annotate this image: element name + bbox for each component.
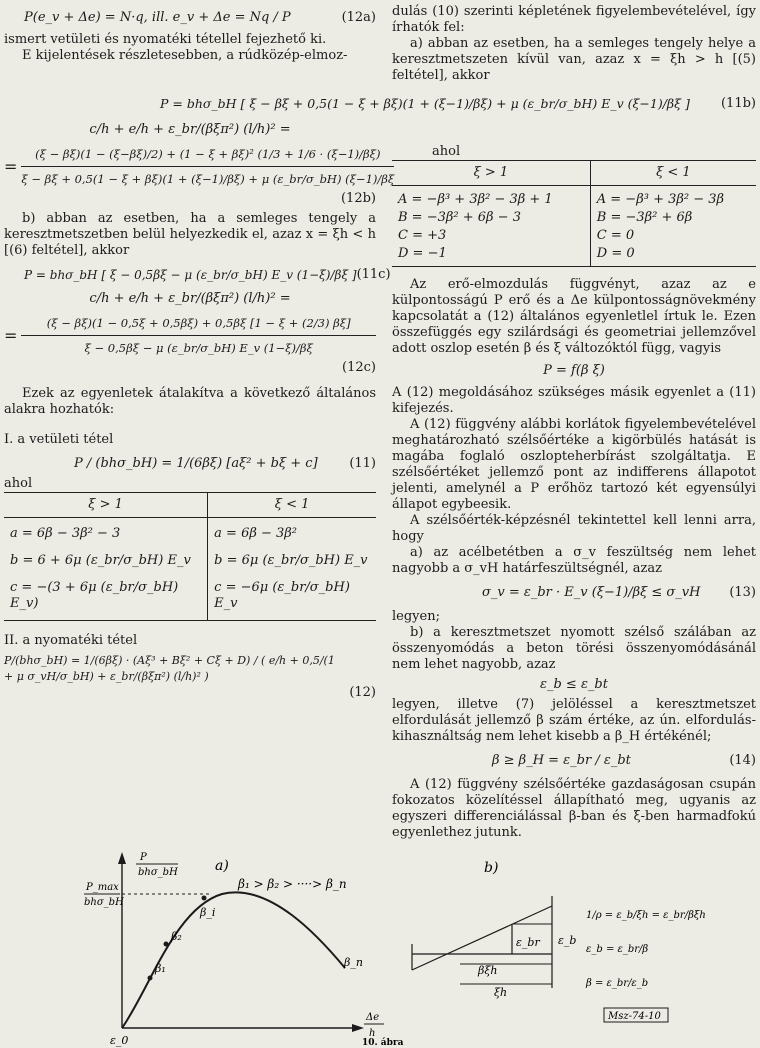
stamp-text: Msz-74-10: [608, 1011, 661, 1022]
equation-12c-denominator: ξ − 0,5βξ − μ (ε_br/σ_bH) E_v (1−ξ)/βξ: [84, 341, 313, 355]
right-table-ahol: ahol: [432, 144, 461, 159]
table-row: B = −3β² + 6β − 3: [392, 209, 590, 227]
x-axis-arrow: [352, 1024, 364, 1032]
formula-b-3: β = ε_br/ε_b: [586, 978, 649, 989]
table-row: C = 0: [596, 228, 635, 243]
equation-13: [392, 577, 756, 609]
table-abc-head-left: ξ > 1: [4, 493, 208, 518]
equation-11-text: P / (bhσ_bH) = 1/(6βξ) [aξ² + bξ + c]: [74, 456, 318, 471]
formula-b-1: 1/ρ = ε_b/ξh = ε_br/βξh: [586, 910, 706, 921]
equation-11b-text: P = bhσ_bH [ ξ − βξ + 0,5(1 − ξ + βξ)(1 + (ξ−1)/βξ) + μ (ε_br/σ_bH) E_v (ξ−1)/βξ ]: [160, 96, 690, 111]
table-row: c = −(3 + 6μ (ε_br/σ_bH) E_v): [4, 570, 208, 621]
strain-ebr-label: ε_br: [516, 936, 540, 949]
right-paragraph-5: a) az acélbetétben a σ_v feszültség nem lehet nagyobb a σ_vH határfeszültségnél, azaz: [392, 545, 756, 576]
equation-14-number: (14): [729, 753, 756, 768]
paragraph-b: b) abban az esetben, ha a semleges tengely a keresztmetszetben belül helyezkedik el, azaz x = ξh < h [(6) feltétel], akkor: [4, 211, 376, 258]
right-paragraph-final: A (12) függvény szélsőértéke gazdaságosan csupán fokozatos közelítéssel állapítható meg, ugyanis az egyszeri differenciálással β-ban és ξ-ben harmadfokú egyenlethez jutunk.: [392, 777, 756, 840]
curve-label-beta-1: β₁: [155, 962, 166, 975]
equation-12b-numerator: (ξ − βξ)(1 − (ξ−βξ)/2) + (1 − ξ + βξ)² (1/3 + 1/6 · (ξ−1)/βξ): [21, 142, 394, 167]
equation-12a-text: P(e_v + Δe) = N·q, ill. e_v + Δe = Nq / P: [24, 10, 291, 25]
section-2-title: II. a nyomatéki tétel: [4, 633, 138, 648]
origin-label: ε_0: [110, 1034, 129, 1047]
curve-label-beta-i: β_i: [200, 906, 216, 919]
section-1-title: I. a vetületi tétel: [4, 432, 114, 447]
table-row: c = −6μ (ε_br/σ_bH) E_v: [208, 570, 376, 621]
right-paragraph-7: b) a keresztmetszet nyomott szélső szálában az összenyomódás a beton törési összenyomódásánál nem lehet nagyobb, azaz: [392, 625, 756, 672]
intro-line-1: ismert vetületi és nyomatéki tétellel fejezhető ki.: [4, 32, 327, 47]
equation-14: [392, 745, 756, 777]
equation-12: [4, 653, 376, 701]
x-axis-numerator: Δe: [366, 1012, 380, 1023]
table-row: C = +3: [392, 227, 590, 245]
right-intro-1: dulás (10) szerinti képletének figyelembevételével, így írhatók fel:: [392, 4, 756, 35]
equation-p-f: P = f(β ξ): [543, 363, 605, 378]
panel-b-label: b): [484, 860, 499, 876]
equation-eb: ε_b ≤ ε_bt: [540, 677, 608, 692]
pmax-denominator: bhσ_bH: [84, 897, 124, 908]
equation-13-number: (13): [729, 585, 756, 600]
coefficient-table-ABCD: [392, 160, 756, 267]
formula-b-2: ε_b = ε_br/β: [586, 944, 649, 955]
equation-12b-denominator: ξ − βξ + 0,5(1 − ξ + βξ)(1 + (ξ−1)/βξ) + μ (ε_br/σ_bH) (ξ−1)/βξ: [21, 172, 395, 186]
equation-13-text: σ_v = ε_br · E_v (ξ−1)/βξ ≤ σ_vH: [482, 585, 701, 600]
equation-12c-numerator: (ξ − βξ)(1 − 0,5ξ + 0,5βξ) + 0,5βξ [1 − ξ + (2/3) βξ]: [21, 311, 376, 336]
table-row: A = −β³ + 3β² − 3β: [596, 192, 725, 207]
table-row: a = 6β − 3β² − 3: [4, 518, 208, 544]
y-axis-numerator: P: [140, 852, 147, 863]
paragraph-general: Ezek az egyenletek átalakítva a következő általános alakra hozhatók:: [4, 386, 376, 417]
equation-12b-number: (12b): [340, 191, 376, 206]
panel-a-label: a): [215, 858, 229, 874]
x-axis-denominator: h: [369, 1028, 376, 1039]
table-row: D = 0: [590, 245, 756, 267]
equation-12-number: (12): [349, 685, 376, 700]
table-abc-head-right: ξ < 1: [208, 493, 376, 518]
dim-label-xh: ξh: [494, 986, 508, 999]
equation-12c-number: (12c): [342, 360, 376, 375]
section-1-ahol: ahol: [4, 476, 33, 491]
equation-12c: c/h + e/h + ε_br/(βξπ²) (l/h)² = = $\frac{(\xi - \beta\xi)(1 - 0,5\xi + 0,5\beta\xi) + 0,5\beta\xi [1 - \xi + (2/3) \beta\xi]}{\xi - 0,5\beta\xi - \mu (\varepsilon\_br/\sigma\_bH) E\_v (1-\xi)/\beta\xi}$ (12c): [4, 291, 376, 375]
beta-order-label: β₁ > β₂ > ····> β_n: [238, 877, 347, 891]
table-ABCD-head-left: ξ > 1: [392, 161, 590, 186]
equation-11c: [4, 259, 391, 287]
table-row: a = 6β − 3β²: [214, 526, 298, 541]
table-row: B = −3β² + 6β: [596, 210, 693, 225]
equation-11: [4, 452, 376, 476]
y-axis-denominator: bhσ_bH: [138, 867, 178, 878]
equation-11c-text: P = bhσ_bH [ ξ − 0,5βξ − μ (ε_br/σ_bH) E_v (1−ξ)/βξ ]: [24, 268, 357, 282]
table-row: b = 6 + 6μ (ε_br/σ_bH) E_v: [4, 543, 208, 570]
figure-caption: 10. ábra: [362, 1038, 404, 1048]
curve-point-beta-1: [148, 976, 153, 981]
curve-label-beta-n: β_n: [344, 956, 363, 969]
figure-10: [0, 848, 760, 1048]
pmax-numerator: P_max: [86, 882, 119, 893]
equation-12b-lhs: c/h + e/h + ε_br/(βξπ²) (l/h)² =: [89, 122, 291, 137]
table-row: A = −β³ + 3β² − 3β + 1: [392, 186, 590, 210]
strain-eb-label: ε_b: [558, 934, 577, 947]
right-intro-2: a) abban az esetben, ha a semleges tengely helye a keresztmetszeten kívül van, azaz x = ξh > h [(5) feltétel], akkor: [392, 36, 756, 83]
y-axis-arrow: [118, 852, 126, 864]
force-displacement-curve: [122, 892, 345, 1028]
equation-11-number: (11): [349, 456, 376, 471]
table-ABCD-head-right: ξ < 1: [590, 161, 756, 186]
equation-12c-lhs: c/h + e/h + ε_br/(βξπ²) (l/h)² =: [89, 291, 291, 306]
equation-12-text: P/(bhσ_bH) = 1/(6βξ) · (Aξ³ + Bξ² + Cξ + D) / ( e/h + 0,5/(1 + μ σ_vH/σ_bH) + ε_br/(βξπ²) (l/h)² ): [4, 654, 335, 683]
equation-11b-number: (11b): [720, 96, 756, 111]
intro-line-2: E kijelentések részletesebben, a rúdközép-elmoz-: [22, 48, 348, 63]
equation-11c-number: (11c): [356, 267, 391, 282]
curve-label-beta-2: β₂: [171, 930, 182, 943]
equation-12a-number: (12a): [341, 10, 376, 25]
curve-point-beta-i: [202, 896, 207, 901]
equation-12a: [4, 4, 376, 32]
right-paragraph-4: A szélsőérték-képzésnél tekintettel kell lenni arra, hogy: [392, 513, 756, 544]
right-paragraph-2: A (12) megoldásához szükséges másik egyenlet a (11) kifejezés.: [392, 385, 756, 416]
table-row: D = −1: [392, 245, 590, 267]
right-paragraph-8: legyen, illetve (7) jelöléssel a keresztmetszet elfordulását jellemző β szám értéke, az ún. elfordulás-kihasználtság nem lehet kisebb a β_H értékénél;: [392, 697, 756, 744]
right-column: [392, 4, 756, 841]
equation-12b: c/h + e/h + ε_br/(βξπ²) (l/h)² = = (ξ − βξ)(1 − (ξ−βξ)/2) + (1 − ξ + βξ)² (1/3 + 1/6 · (ξ−1)/βξ) ξ − βξ + 0,5(1 − ξ + βξ)(1 + (ξ−1)/βξ) + μ (ε_br/σ_bH) (ξ−1)/βξ (12b): [4, 122, 395, 206]
table-row: b = 6μ (ε_br/σ_bH) E_v: [214, 553, 368, 568]
dim-label-bxh: βξh: [478, 964, 498, 977]
right-paragraph-6: legyen;: [392, 609, 440, 624]
right-paragraph-3: A (12) függvény alábbi korlátok figyelembevételével meghatározható szélsőértéke a kigörbülés hatását is magába foglaló oszlopteherbírást szolgáltatja. E szélsőértéket jellemző pont az indifferens állapotot jelenti, amelynél a P erőhöz tartozó két egyensúlyi állapot egybeesik.: [392, 417, 756, 512]
curve-point-beta-2: [164, 942, 169, 947]
equation-14-text: β ≥ β_H = ε_br / ε_bt: [492, 753, 631, 768]
coefficient-table-abc: [4, 492, 376, 621]
right-paragraph-1: Az erő-elmozdulás függvényt, azaz az e külpontosságú P erő és a Δe külpontosságnövekmény kapcsolatát a (12) általános egyenletlel írtuk le. Ezen összefüggés egy szilárdsági és geometriai jellemzővel adott oszlop esetén β és ξ változóktól függ, vagyis: [392, 277, 756, 356]
